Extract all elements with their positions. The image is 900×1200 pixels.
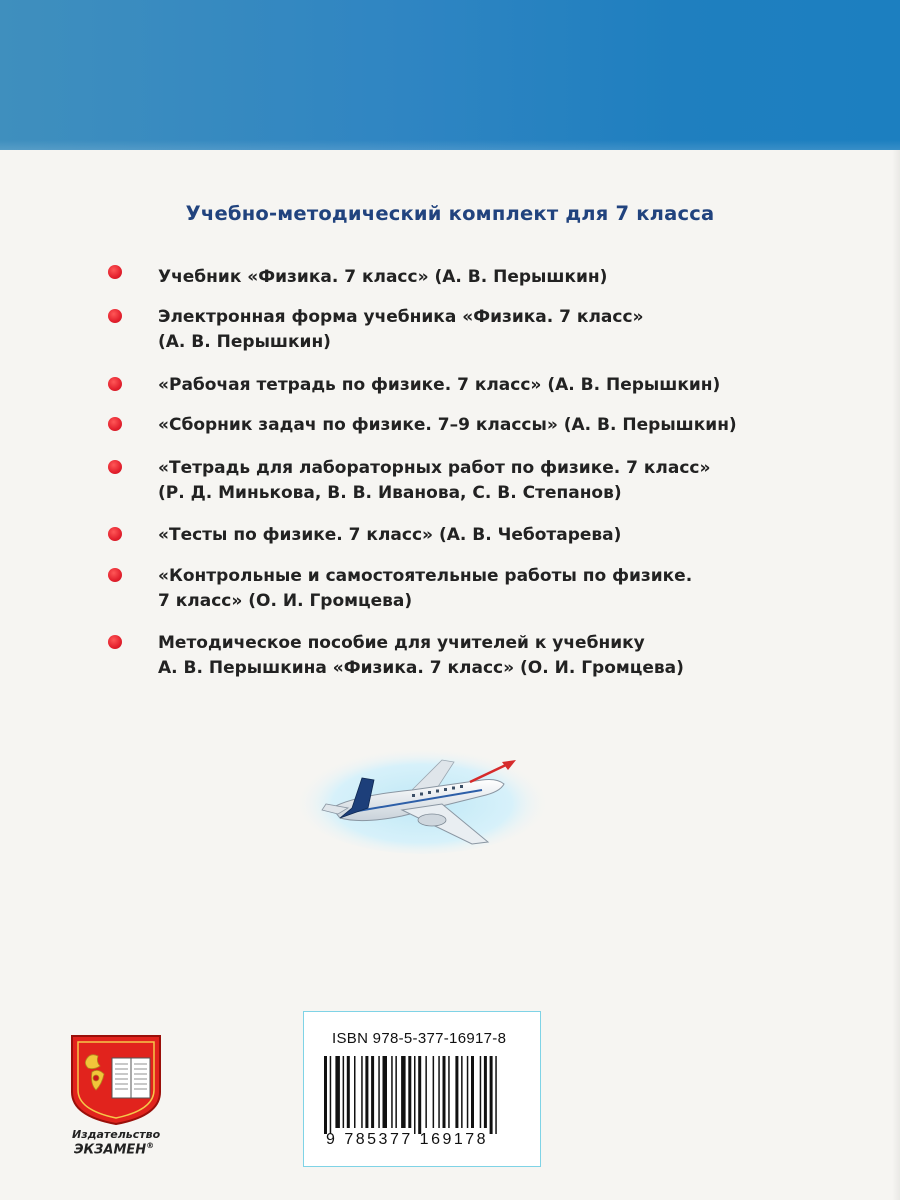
airplane-icon	[292, 738, 552, 858]
list-item-line: «Рабочая тетрадь по физике. 7 класс» (А. В. Перышкин)	[158, 375, 721, 395]
list-item-line: «Контрольные и самостоятельные работы по физике.	[158, 566, 693, 586]
list-item-line: (А. В. Перышкин)	[158, 332, 331, 352]
publisher-label: Издательство	[72, 1128, 161, 1141]
bullet-icon	[108, 417, 122, 431]
list-item	[158, 265, 838, 290]
list-item-line: Методическое пособие для учителей к учебнику	[158, 633, 645, 653]
list-item-line: Электронная форма учебника «Физика. 7 класс»	[158, 307, 644, 327]
list-item	[158, 631, 838, 681]
list-item-line: (Р. Д. Минькова, В. В. Иванова, С. В. Степанов)	[158, 483, 622, 503]
bullet-icon	[108, 568, 122, 582]
list-item-line: Учебник «Физика. 7 класс» (А. В. Перышкин)	[158, 267, 608, 287]
barcode-digits: 9 785377 169178	[326, 1131, 489, 1148]
kit-heading: Учебно-методический комплект для 7 класса	[185, 202, 715, 225]
list-item-line: 7 класс» (О. И. Громцева)	[158, 591, 413, 611]
bullet-icon	[108, 527, 122, 541]
list-item	[158, 305, 838, 355]
bullet-icon	[108, 309, 122, 323]
bullet-icon	[108, 377, 122, 391]
bullet-icon	[108, 635, 122, 649]
list-item-line: «Тетрадь для лабораторных работ по физике. 7 класс»	[158, 458, 711, 478]
isbn-number: ISBN 978-5-377-16917-8	[332, 1030, 507, 1047]
registered-mark: ®	[146, 1141, 155, 1150]
list-item	[158, 373, 838, 398]
list-item	[158, 456, 838, 506]
publisher-name	[74, 1141, 154, 1157]
isbn-box	[303, 1011, 541, 1167]
list-item	[158, 564, 838, 614]
coat-of-arms-icon	[66, 1032, 166, 1127]
bullet-icon	[108, 460, 122, 474]
list-item-line: «Тесты по физике. 7 класс» (А. В. Чеботарева)	[158, 525, 622, 545]
publisher-name-text: ЭКЗАМЕН	[74, 1142, 147, 1158]
airplane-illustration	[292, 738, 552, 858]
list-item	[158, 413, 838, 438]
barcode-icon	[318, 1056, 528, 1136]
list-item-line: «Сборник задач по физике. 7–9 классы» (А. В. Перышкин)	[158, 415, 737, 435]
list-item-line: А. В. Перышкина «Физика. 7 класс» (О. И. Громцева)	[158, 658, 684, 678]
bullet-icon	[108, 265, 122, 279]
list-item	[158, 523, 838, 548]
